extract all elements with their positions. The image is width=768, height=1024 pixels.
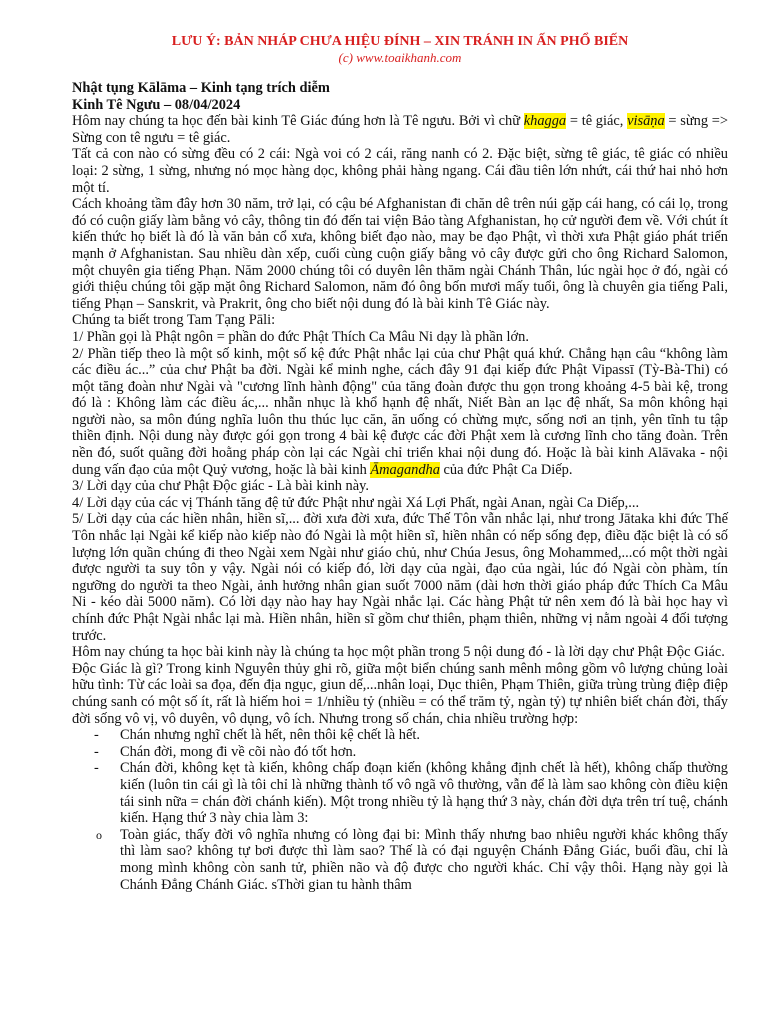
paragraph-horns: Tất cả con nào có sừng đều có 2 cái: Ngà voi có 2 cái, răng nanh có 2. Đặc biệt, sừng tê giác, tê giác có nhiều loại: 2 sừng, 1 sừng, nhưng nó mọc hàng dọc, không phải hàng ngang. Cái đầu tiên lớn nhứt, cái thứ hai nhỏ hơn một tí. (72, 146, 728, 196)
paragraph-today: Hôm nay chúng ta học bài kinh này là chúng ta học một phần trong 5 nội dung đó - là lời dạy chư Phật Độc Giác. (72, 644, 725, 661)
highlighted-term-visana: visāṇa (627, 113, 665, 130)
website-credit: (c) www.toaikhanh.com (338, 50, 462, 65)
paragraph-paccekabuddha: Độc Giác là gì? Trong kinh Nguyên thủy ghi rõ, giữa một biển chúng sanh mênh mông gồm vô lượng chủng loài hữu tình: Từ các loài sa đọa, đến địa ngục, giun dế,...nhân loại, Dục thiên, Phạm Thiên, giữa trùng trùng điệp điệp chúng sanh có một số ít, rất là hiếm hoi = 1/nhiều tỷ (nhiều = có thể trăm tỷ, ngàn tỷ) tự nhiên biết chán đời, thấy đời sống vô vị, vô duyên, vô dụng, vô ích. Nhưng trong số chán, chia nhiều trường hợp: (72, 660, 728, 727)
lesson-title: Kinh Tê Ngưu – 08/04/2024 (72, 96, 241, 113)
paragraph-item-5: 5/ Lời dạy của các hiền nhân, hiền sĩ,... đời xưa đời xưa, đức Thế Tôn vẫn nhắc lại, như trong Jātaka khi đức Thế Tôn nhắc lại Ngài kể kiếp nào kiếp nào đó Ngài là một hiền sĩ, hiền nhân có nếp sống đẹp, điều đặc biệt là có số lượng lớn quần chúng đi theo Ngài xem Ngài như giáo chủ, như Chúa Jesus, ông Mohammed,...có một thời ngài được người ta suy tôn y vậy. Ngài nói có kiếp đó, lời dạy của ngài, đạo của ngài, lúc đó Ngài còn phàm, tín ngưỡng do người ta theo Ngài, ảnh hưởng nhân gian suốt 7000 năm (dài hơn thời giáo pháp đức Thích Ca Mâu Ni - kéo dài 5000 năm). Có lời dạy nào hay hay Ngài nhắc lại. Các hàng Phật tử nên xem đó là bài học hay vì chính đức Phật Ngài nhắc lại mà. Hiền nhân, hiền sĩ gồm chư thiên, phạm thiên, những vị nằm ngoài 4 đối tượng trước. (72, 511, 728, 644)
dash-list (72, 727, 728, 827)
paragraph-tipitaka-intro: Chúng ta biết trong Tam Tạng Pāli: (72, 312, 276, 329)
text-segment: = tê giác, (566, 113, 628, 130)
sub-list (72, 827, 728, 893)
text-segment: của đức Phật Ca Diếp. (439, 461, 573, 478)
paragraph-intro (72, 113, 728, 146)
paragraph-item-3: 3/ Lời dạy của chư Phật Độc giác - Là bài kinh này. (72, 478, 369, 495)
highlighted-term-khagga: khagga (523, 113, 567, 130)
draft-warning-banner: LƯU Ý: BẢN NHÁP CHƯA HIỆU ĐÍNH – XIN TRÁNH IN ẤN PHỔ BIẾN (171, 34, 629, 49)
paragraph-item-2 (72, 346, 728, 479)
paragraph-item-4: 4/ Lời dạy của các vị Thánh tăng đệ tử đức Phật như ngài Xá Lợi Phất, ngài Anan, ngài Ca Diếp,... (72, 494, 640, 511)
sub-list-item: o Toàn giác, thấy đời vô nghĩa nhưng có lòng đại bi: Mình thấy nhưng bao nhiêu người khác không thấy thì làm sao? không tự bơi được thì làm sao? Thế là có đại nguyện Chánh Đẳng Giác, buổi đầu, chỉ là mong mình không còn sanh tử, phiền não và độ được cho người khác. Chỉ vậy thôi. Hạng này gọi là Chánh Đẳng Chánh Giác. sThời gian tu hành thâm (94, 827, 728, 893)
text-segment: Hôm nay chúng ta học đến bài kinh Tê Giác đúng hơn là Tê ngưu. Bởi vì chữ (72, 113, 524, 130)
paragraph-afghanistan: Cách khoảng tầm đây hơn 30 năm, trở lại, có cậu bé Afghanistan đi chăn dê trên núi gặp cái hang, có cái lọ, trong đó có cuộn giấy làm bằng vỏ cây, thông tin đó đến tai viện Bảo tàng Afghanistan, họ cử người đem về. Với chút ít kiến thức họ biết là đó là văn bản cổ xưa, không biết đạo nào, may be đạo Phật, vì thời xưa Phật giáo phát triển mạnh ở Afghanistan. Sau nhiều dàn xếp, cuối cùng cuộn giấy bằng vỏ cây được gửi cho ông Richard Salomon, một chuyên gia tiếng Phạn. Năm 2000 chúng tôi có duyên lên thăm ngài Chánh Thân, lúc ngài học ở đó, ngài có giới thiệu chúng tôi gặp mặt ông Richard Salomon, năm đó ông bốn mươi mấy tuổi, ông là chuyên gia tiếng Pali, tiếng Phạn – Sanskrit, và Prakrit, ông cho biết nội dung đó là bài kinh Tê Giác này. (72, 196, 728, 312)
text-segment: 2/ Phần tiếp theo là một số kinh, một số kệ đức Phật nhắc lại của chư Phật quá khứ. Chẳng hạn câu “không làm các điều ác...” của chư Phật ba đời. Ngài kể minh nghe, cách đây 91 đại kiếp đức Phật Vipassī (Tỳ-Bà-Thi) có một tăng đoàn như Ngài và "cương lĩnh hành động" của tăng đoàn được thu gọn trong khoảng 4-5 bài kệ, trong đó là : Không làm các điều ác,... nhẫn nhục là khổ hạnh đệ nhất, Niết Bàn an lạc đệ nhất, Sa môn không hại người nào, sa môn đúng nghĩa luôn thu thúc lục căn, ăn uống có chừng mực, sống nơi an tịnh, yên tĩnh tu tập thiền định. Nội dung này được gói gọn trong 4 bài kệ được các đời Phật xem là cương lĩnh cho tăng đoàn. Trên nền đó, suốt quãng đời hoằng pháp còn lại các Ngài chỉ triển khai nội dung đó. Hoặc là bài kinh Alāvaka - nội dung vấn đạo của một Quỷ vương, hoặc là bài kinh (72, 345, 728, 478)
list-item: - Chán đời, không kẹt tà kiến, không chấp đoạn kiến (không khẳng định chết là hết), không chấp thường kiến (luôn tin cái gì là tôi chỉ là những thành tố vô ngã vô thường, vẫn để là làm sao không còn điều kiện tái sinh nữa = chán đời chánh kiến). Một trong nhiều tỷ là hạng thứ 3 này, chán đời dựa trên trí tuệ, chánh kiến. Hạng thứ 3 này chia làm 3: (94, 760, 728, 826)
collection-title: Nhật tụng Kālāma – Kinh tạng trích diễm (72, 80, 330, 96)
list-item: - Chán nhưng nghĩ chết là hết, nên thôi kệ chết là hết. (94, 727, 728, 744)
list-item: - Chán đời, mong đi về cõi nào đó tốt hơn. (94, 744, 728, 761)
paragraph-item-1: 1/ Phần gọi là Phật ngôn = phần do đức Phật Thích Ca Mâu Ni dạy là phần lớn. (72, 328, 529, 345)
highlighted-term-amagandha: Āmagandha (370, 461, 440, 478)
text-segment: = sừng => Sừng con tê ngưu = tê giác. (72, 113, 728, 146)
